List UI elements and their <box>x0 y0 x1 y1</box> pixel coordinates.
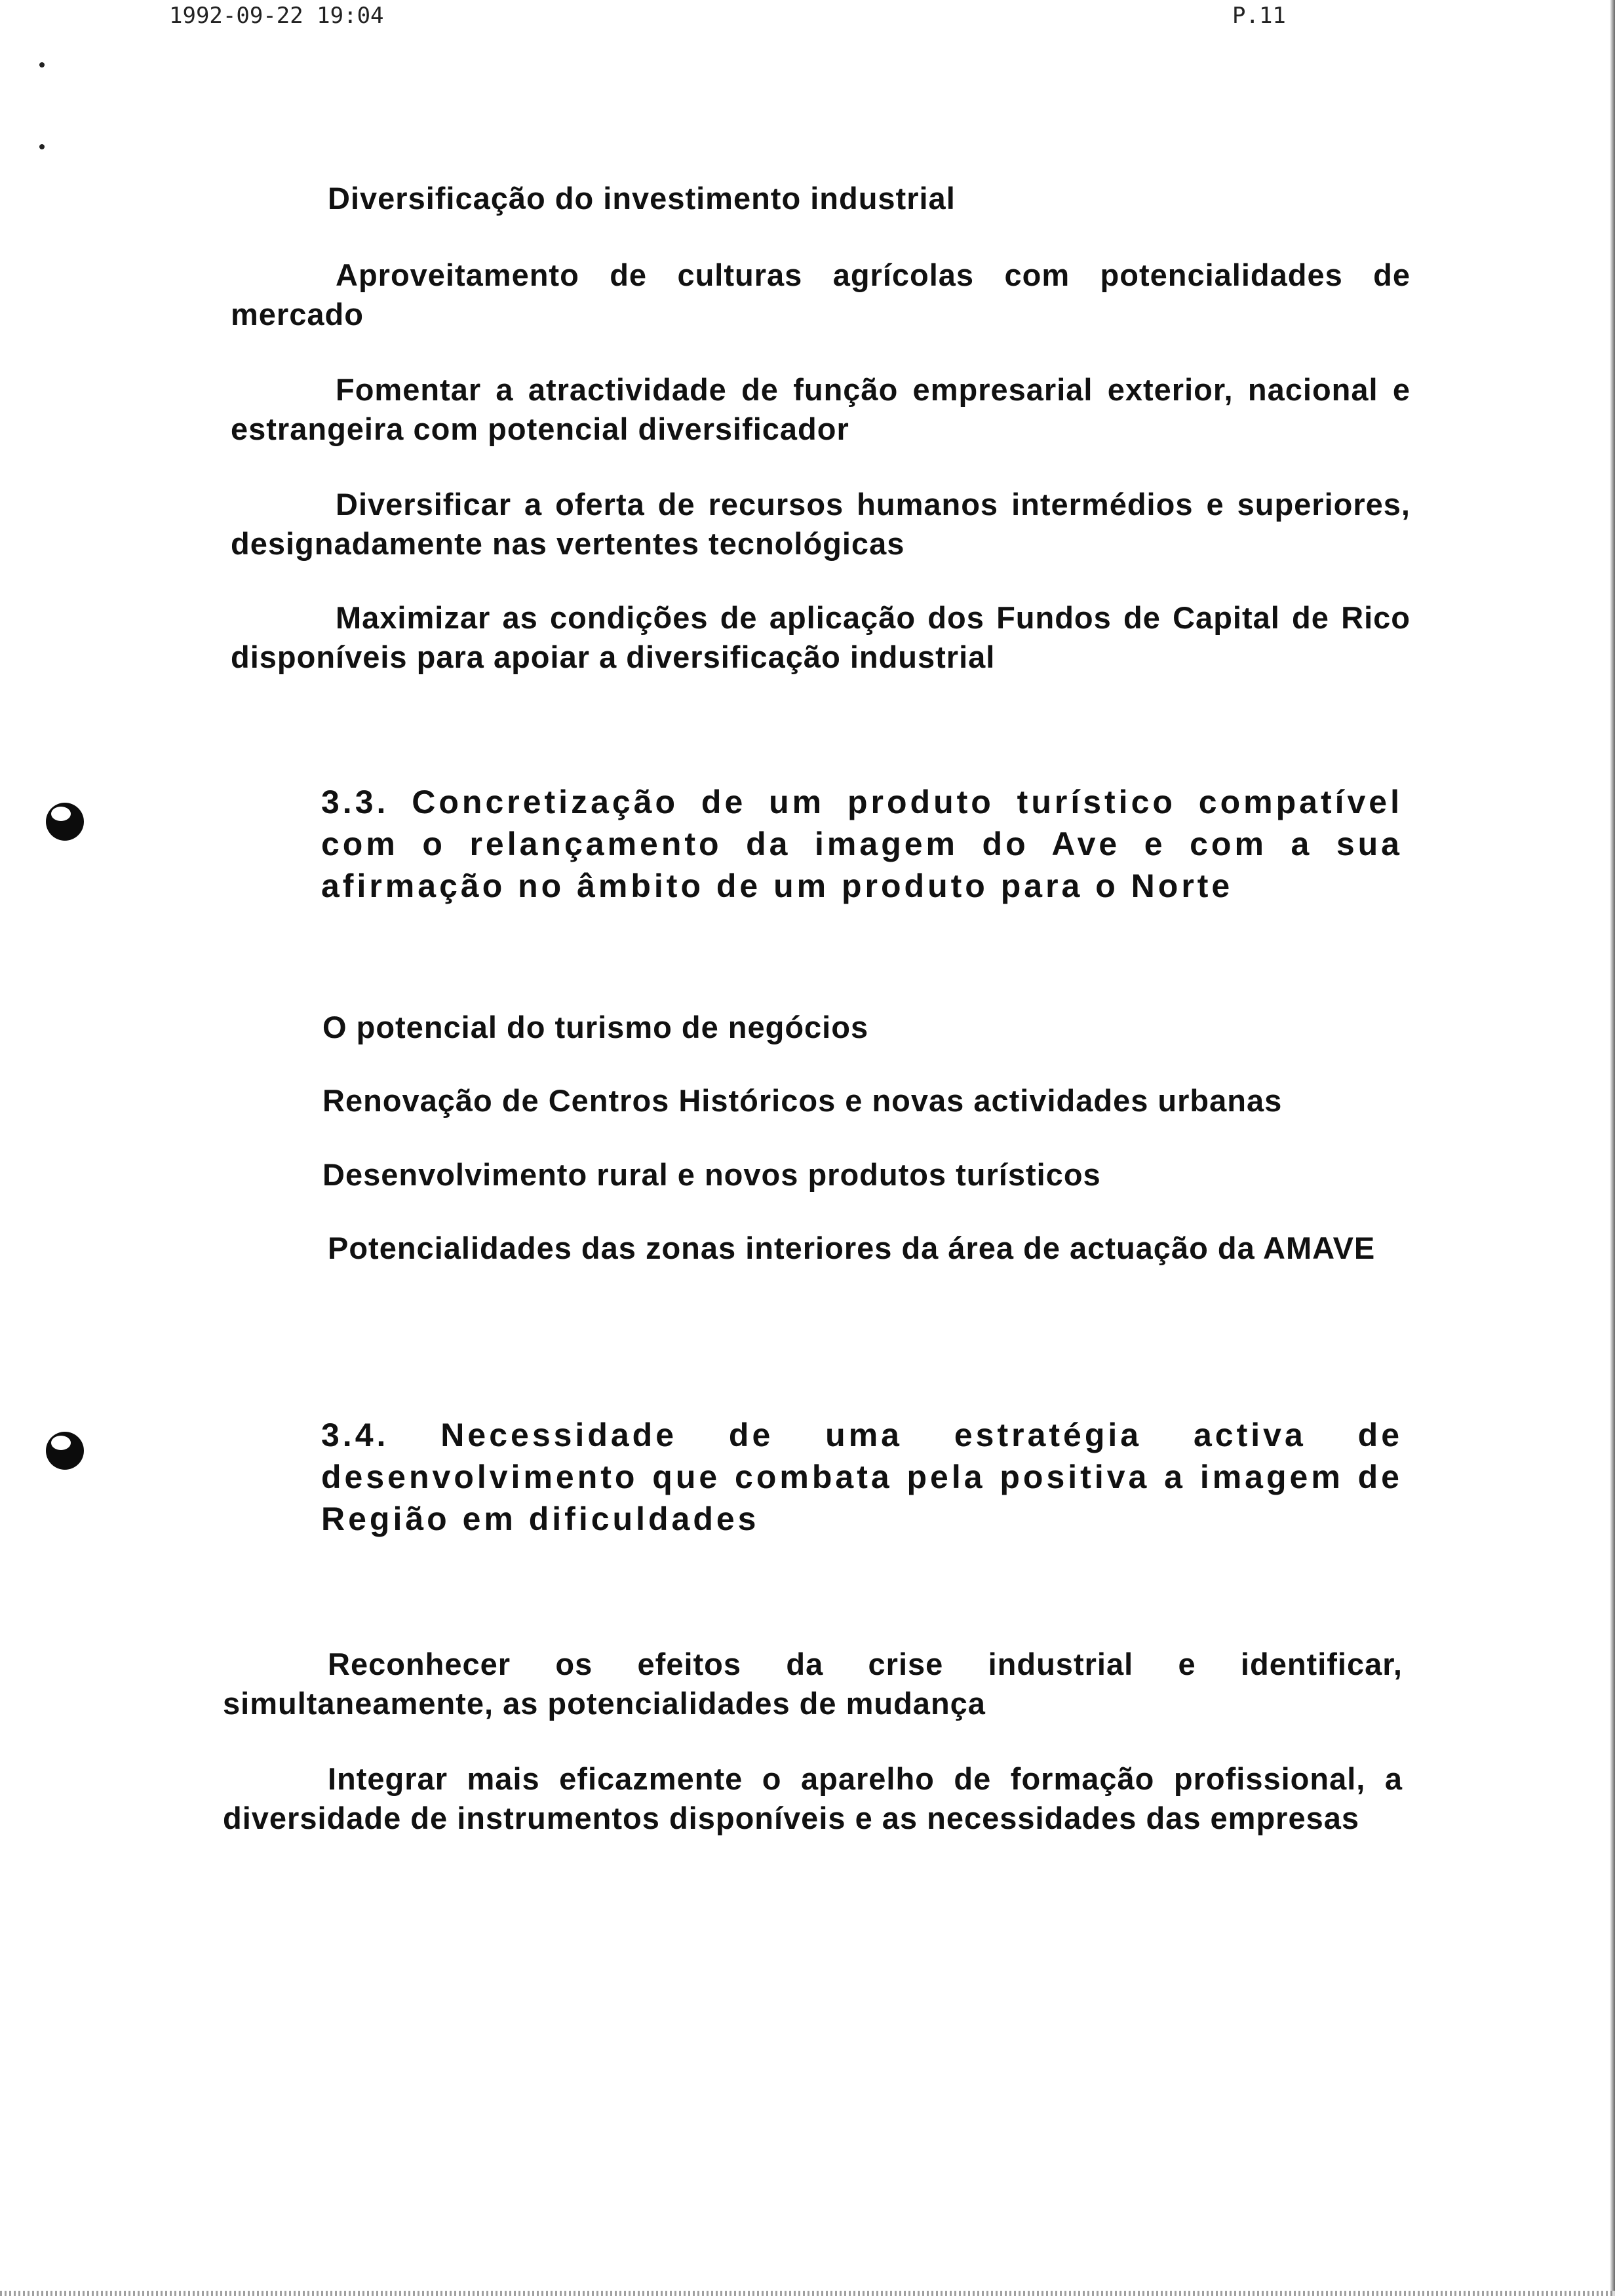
page-number: P.11 <box>1232 3 1286 29</box>
speck-mark <box>39 144 45 149</box>
section-heading-3-3: 3.3. Concretização de um produto turístico compatível com o relançamento da imagem do Ave e com a sua afirmação no âmbito de um produto para o Norte <box>321 784 1403 904</box>
paragraph-text: Fomentar a atractividade de função empresarial exterior, nacional e estrangeira com potencial diversificador <box>231 372 1411 446</box>
paragraph-text: Potencialidades das zonas interiores da área de actuação da AMAVE <box>328 1231 1376 1265</box>
paragraph <box>231 256 1411 334</box>
paragraph-text: Integrar mais eficazmente o aparelho de formação profissional, a diversidade de instrumentos disponíveis e as necessidades das empresas <box>223 1761 1403 1835</box>
paragraph-text: Reconhecer os efeitos da crise industrial e identificar, simultaneamente, as potencialidades de mudança <box>223 1647 1403 1721</box>
scan-edge <box>1610 0 1615 2296</box>
paragraph-text: Aproveitamento de culturas agrícolas com potencialidades de mercado <box>231 258 1411 332</box>
punch-hole <box>46 1432 84 1470</box>
paragraph <box>223 1229 1403 1268</box>
speck-mark <box>39 62 45 67</box>
list-item: Desenvolvimento rural e novos produtos turísticos <box>322 1157 1101 1192</box>
paragraph-text: Diversificar a oferta de recursos humanos intermédios e superiores, designadamente nas vertentes tecnológicas <box>231 487 1411 561</box>
section-title: Diversificação do investimento industrial <box>328 181 956 216</box>
fax-timestamp: 1992-09-22 19:04 <box>169 3 384 29</box>
paragraph <box>223 1645 1403 1723</box>
paragraph <box>223 1759 1403 1838</box>
section-heading-3-4: 3.4. Necessidade de uma estratégia activa de desenvolvimento que combata pela positiva a imagem de Região em dificuldades <box>321 1417 1403 1537</box>
paragraph <box>231 485 1411 564</box>
paragraph <box>231 598 1411 677</box>
punch-hole <box>46 803 84 841</box>
paragraph-text: Maximizar as condições de aplicação dos Fundos de Capital de Rico disponíveis para apoiar a diversificação industrial <box>231 600 1411 674</box>
scan-edge <box>0 2291 1615 2296</box>
list-item: Renovação de Centros Históricos e novas actividades urbanas <box>322 1083 1283 1118</box>
list-item: O potencial do turismo de negócios <box>322 1010 869 1044</box>
paragraph <box>231 370 1411 449</box>
